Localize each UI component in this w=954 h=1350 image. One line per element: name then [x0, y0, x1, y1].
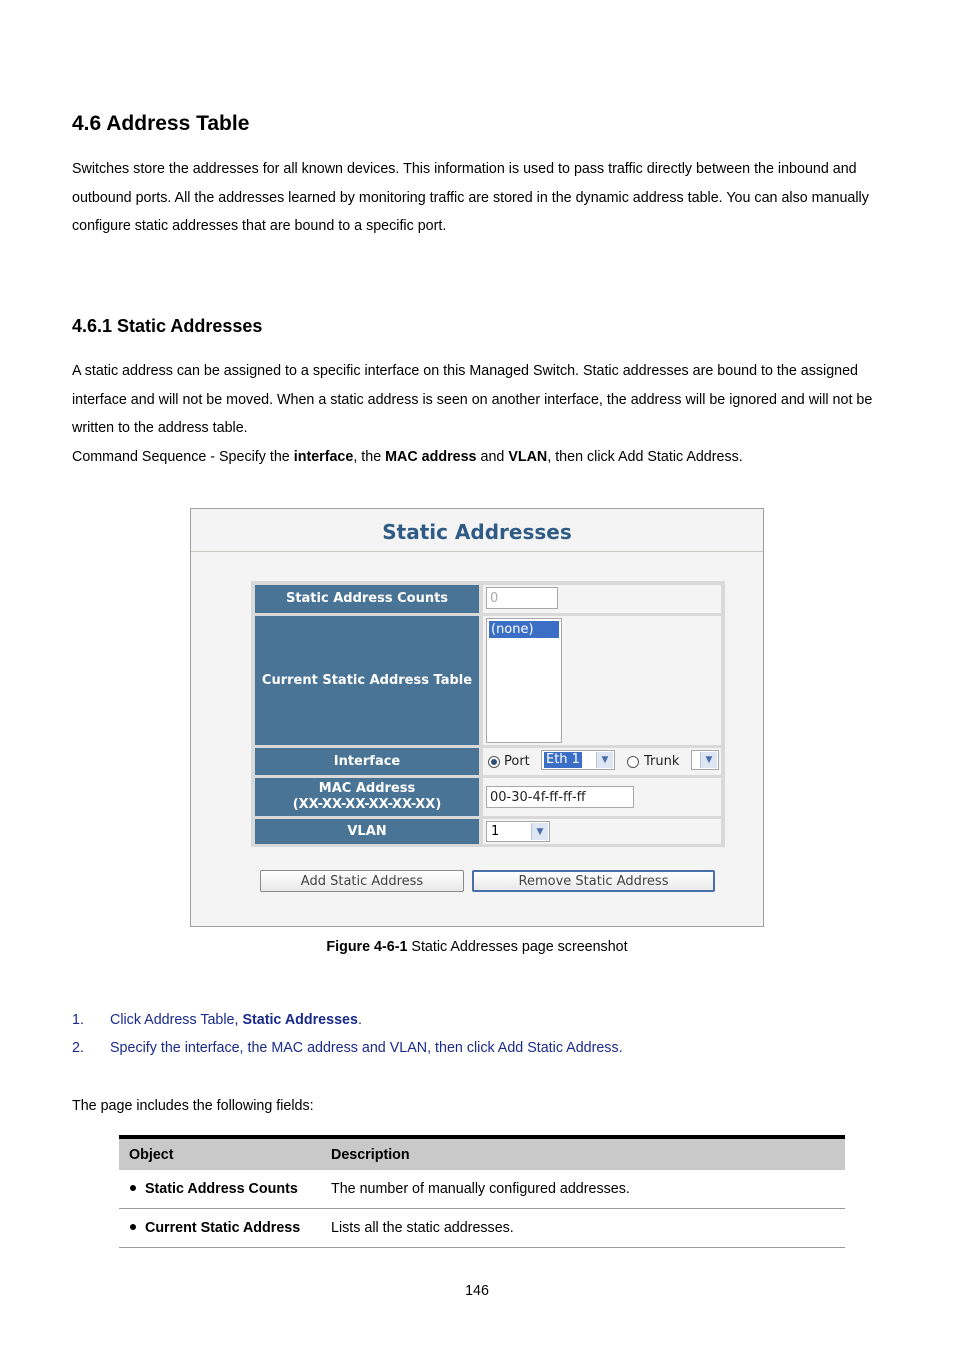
static-address-list[interactable]: [486, 618, 562, 743]
section-intro: Switches store the addresses for all known devices. This information is used to pass traffic directly between the inbound and outbound ports. All the addresses learned by monitoring traffic are stored in the dynamic address table. You can also manually configure static addresses that are bound to a specific port.: [72, 161, 869, 234]
port-radio[interactable]: [488, 756, 500, 768]
step-prefix: Click Address Table,: [110, 1012, 243, 1028]
mac-address-field[interactable]: [486, 786, 634, 808]
label-interface: Interface: [255, 748, 479, 775]
step-number: 2.: [72, 1040, 84, 1056]
step-suffix: .: [357, 1012, 362, 1028]
label-vlan: VLAN: [255, 819, 479, 844]
vlan-select[interactable]: [486, 821, 550, 842]
command-sequence: [72, 443, 887, 472]
cmd-sep2: and: [476, 449, 509, 465]
section-title: 4.6 Address Table: [72, 112, 250, 135]
list-item[interactable]: (none): [489, 621, 559, 638]
bullet-icon: [130, 1185, 136, 1191]
value-cell-table: [483, 616, 721, 745]
vlan-select-value: 1: [491, 824, 500, 839]
cmd-mac: MAC address: [385, 449, 477, 465]
object-text: Static Address Counts: [145, 1181, 298, 1197]
step-bold: Static Addresses: [242, 1012, 358, 1028]
value-cell-mac: [483, 778, 721, 816]
static-addresses-screenshot: [190, 508, 764, 927]
cmd-vlan: VLAN: [508, 449, 548, 465]
chevron-down-icon[interactable]: ▼: [596, 752, 613, 768]
label-mac-line2: (XX-XX-XX-XX-XX-XX): [292, 797, 442, 812]
port-label: Port: [504, 754, 530, 769]
value-cell-vlan: [483, 819, 721, 844]
figure-text: Static Addresses page screenshot: [407, 939, 628, 955]
page-number: 146: [465, 1283, 489, 1299]
chevron-down-icon[interactable]: ▼: [700, 752, 717, 768]
step-prefix: Specify the interface, the MAC address and VLAN, then click Add Static Address.: [110, 1040, 623, 1056]
figure-label: Figure 4-6-1: [326, 939, 408, 955]
bullet-icon: [130, 1224, 136, 1230]
cmd-interface: interface: [293, 449, 354, 465]
cmd-sep1: , the: [353, 449, 386, 465]
table-row: [119, 1209, 845, 1248]
subsection-title: 4.6.1 Static Addresses: [72, 316, 263, 336]
object-cell: [119, 1209, 321, 1248]
trunk-radio[interactable]: [627, 756, 639, 768]
label-static-address-counts: Static Address Counts: [255, 585, 479, 613]
fields-intro: The page includes the following fields:: [72, 1098, 314, 1114]
step-text: [110, 1008, 362, 1032]
cmd-prefix: Command Sequence - Specify the: [72, 449, 294, 465]
object-cell: [119, 1170, 321, 1209]
label-current-static-address-table: Current Static Address Table: [255, 616, 479, 745]
remove-static-address-button[interactable]: Remove Static Address: [472, 870, 715, 892]
port-select-value: Eth 1: [546, 752, 580, 767]
step-number: 1.: [72, 1012, 84, 1028]
static-address-form: [251, 581, 725, 847]
table-header-row: [119, 1137, 845, 1170]
label-mac-line1: MAC Address: [318, 781, 416, 796]
fields-table: [119, 1135, 845, 1248]
trunk-select[interactable]: [691, 750, 719, 770]
value-cell-interface: [483, 748, 721, 775]
chevron-down-icon[interactable]: ▼: [531, 823, 548, 840]
step-text: [110, 1036, 623, 1060]
table-row: [119, 1170, 845, 1209]
static-address-counts-field[interactable]: [486, 587, 558, 609]
port-select[interactable]: [541, 750, 615, 770]
description-cell: The number of manually configured addresses.: [321, 1170, 845, 1209]
trunk-label: Trunk: [644, 754, 680, 769]
cmd-suffix: , then click Add Static Address.: [547, 449, 743, 465]
object-text: Current Static Address: [145, 1220, 301, 1236]
add-static-address-button[interactable]: Add Static Address: [260, 870, 464, 892]
panel-title: Static Addresses: [191, 509, 763, 552]
description-cell: Lists all the static addresses.: [321, 1209, 845, 1248]
figure-caption: [0, 939, 954, 955]
label-mac-address: [255, 778, 479, 816]
header-description: Description: [321, 1137, 845, 1170]
subsection-body: A static address can be assigned to a specific interface on this Managed Switch. Static addresses are bound to the assigned interface and will not be moved. When a static address is seen on another interface, the address will be ignored and will not be written to the address table.: [72, 363, 873, 436]
header-object: Object: [119, 1137, 321, 1170]
value-cell-counts: [483, 585, 721, 613]
